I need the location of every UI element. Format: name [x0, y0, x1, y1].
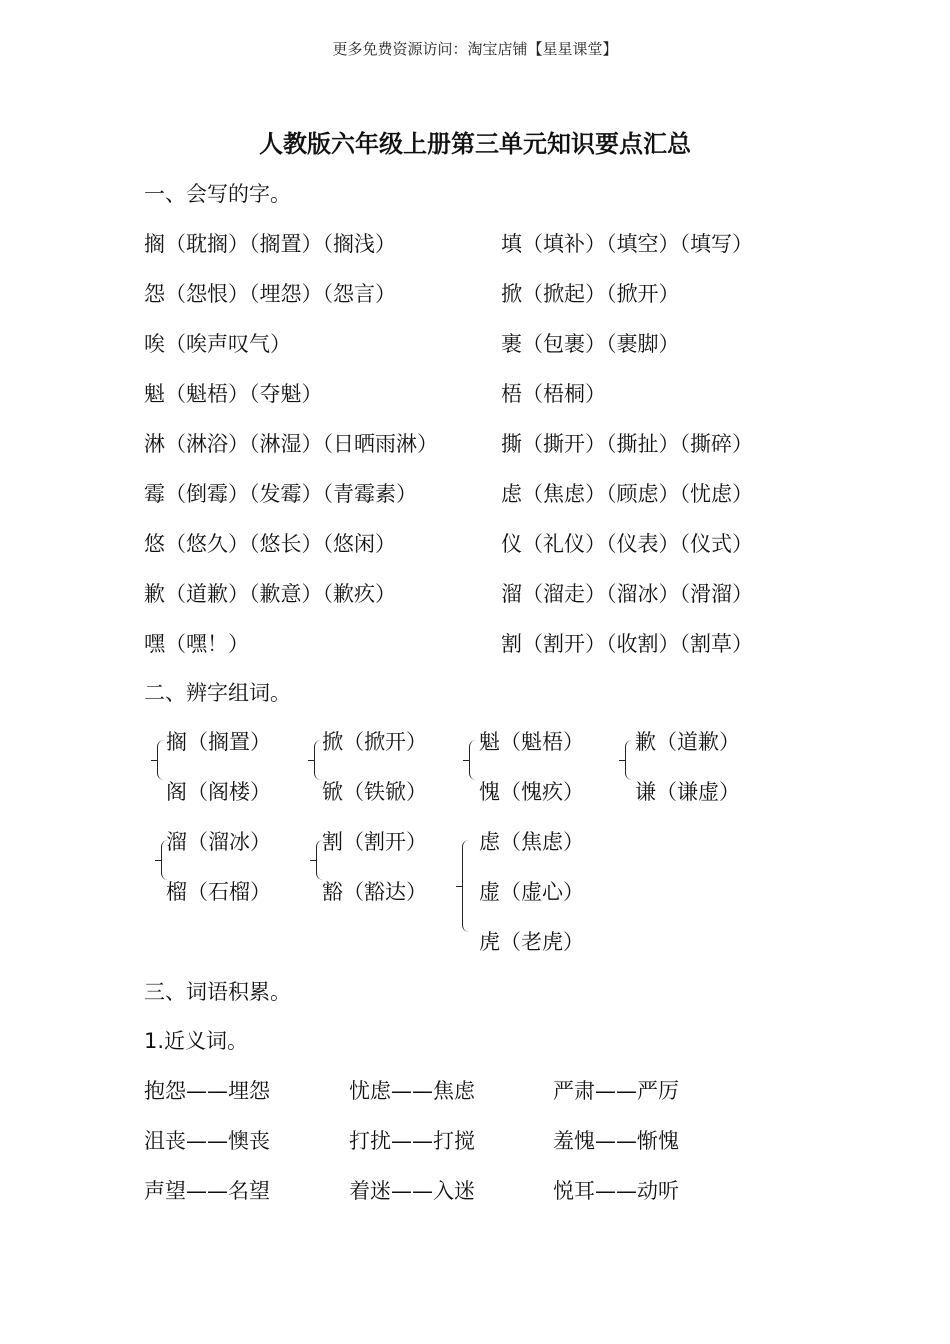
write-char-left-8: 歉（道歉）（歉意）（歉疚） [144, 582, 396, 606]
group6-item-1: 割（割开） [322, 830, 427, 854]
document-title: 人教版六年级上册第三单元知识要点汇总 [259, 130, 691, 158]
brace-group-7 [462, 840, 469, 932]
synonym-pair: 悦耳——动听 [553, 1179, 679, 1203]
brace-group-4 [625, 740, 632, 780]
group2-item-2: 锨（铁锨） [322, 780, 427, 804]
group6-item-2: 豁（豁达） [322, 880, 427, 904]
write-char-left-4: 魁（魁梧）（夺魁） [144, 382, 323, 406]
synonym-pair: 抱怨——埋怨 [144, 1079, 270, 1103]
group3-item-2: 愧（愧疚） [479, 780, 584, 804]
group1-item-1: 搁（搁置） [166, 730, 271, 754]
write-char-right-1: 填（填补）（填空）（填写） [501, 232, 753, 256]
group1-item-2: 阁（阁楼） [166, 780, 271, 804]
group5-item-1: 溜（溜冰） [166, 830, 271, 854]
write-char-left-1: 搁（耽搁）（搁置）（搁浅） [144, 232, 396, 256]
synonym-pair: 着迷——入迷 [349, 1179, 475, 1203]
group7-item-3: 虎（老虎） [479, 930, 584, 954]
brace-group-2 [314, 740, 321, 780]
synonym-pair: 打扰——打搅 [349, 1129, 475, 1153]
synonym-pair: 严肃——严厉 [553, 1079, 679, 1103]
synonym-pair: 声望——名望 [144, 1179, 270, 1203]
write-char-right-3: 裹（包裹）（裹脚） [501, 332, 680, 356]
group4-item-2: 谦（谦虚） [635, 780, 740, 804]
synonym-pair: 羞愧——惭愧 [553, 1129, 679, 1153]
write-char-right-5: 撕（撕开）（撕扯）（撕碎） [501, 432, 753, 456]
group5-item-2: 榴（石榴） [166, 880, 271, 904]
group4-item-1: 歉（道歉） [635, 730, 740, 754]
write-char-right-6: 虑（焦虑）（顾虑）（忧虑） [501, 482, 753, 506]
write-char-left-3: 唉（唉声叹气） [144, 332, 291, 356]
write-char-left-2: 怨（怨恨）（埋怨）（怨言） [144, 282, 396, 306]
subheading-synonyms: 1.近义词。 [144, 1029, 249, 1053]
write-char-left-9: 嘿（嘿！） [144, 632, 249, 656]
header-note: 更多免费资源访问：淘宝店铺【星星课堂】 [332, 40, 618, 58]
section-heading-vocabulary: 三、词语积累。 [144, 980, 291, 1004]
group2-item-1: 掀（掀开） [322, 730, 427, 754]
section-heading-distinguish: 二、辨字组词。 [144, 681, 291, 705]
write-char-right-8: 溜（溜走）（溜冰）（滑溜） [501, 582, 753, 606]
group7-item-1: 虑（焦虑） [479, 830, 584, 854]
section-heading-write-chars: 一、会写的字。 [144, 182, 291, 206]
group3-item-1: 魁（魁梧） [479, 730, 584, 754]
synonym-pair: 沮丧——懊丧 [144, 1129, 270, 1153]
write-char-right-4: 梧（梧桐） [501, 382, 606, 406]
brace-group-1 [157, 740, 164, 780]
group7-item-2: 虚（虚心） [479, 880, 584, 904]
synonym-pair: 忧虑——焦虑 [349, 1079, 475, 1103]
write-char-right-9: 割（割开）（收割）（割草） [501, 632, 753, 656]
write-char-left-6: 霉（倒霉）（发霉）（青霉素） [144, 482, 417, 506]
write-char-right-2: 掀（掀起）（掀开） [501, 282, 680, 306]
write-char-left-7: 悠（悠久）（悠长）（悠闲） [144, 532, 396, 556]
write-char-left-5: 淋（淋浴）（淋湿）（日晒雨淋） [144, 432, 438, 456]
brace-group-3 [469, 740, 476, 780]
write-char-right-7: 仪（礼仪）（仪表）（仪式） [501, 532, 753, 556]
